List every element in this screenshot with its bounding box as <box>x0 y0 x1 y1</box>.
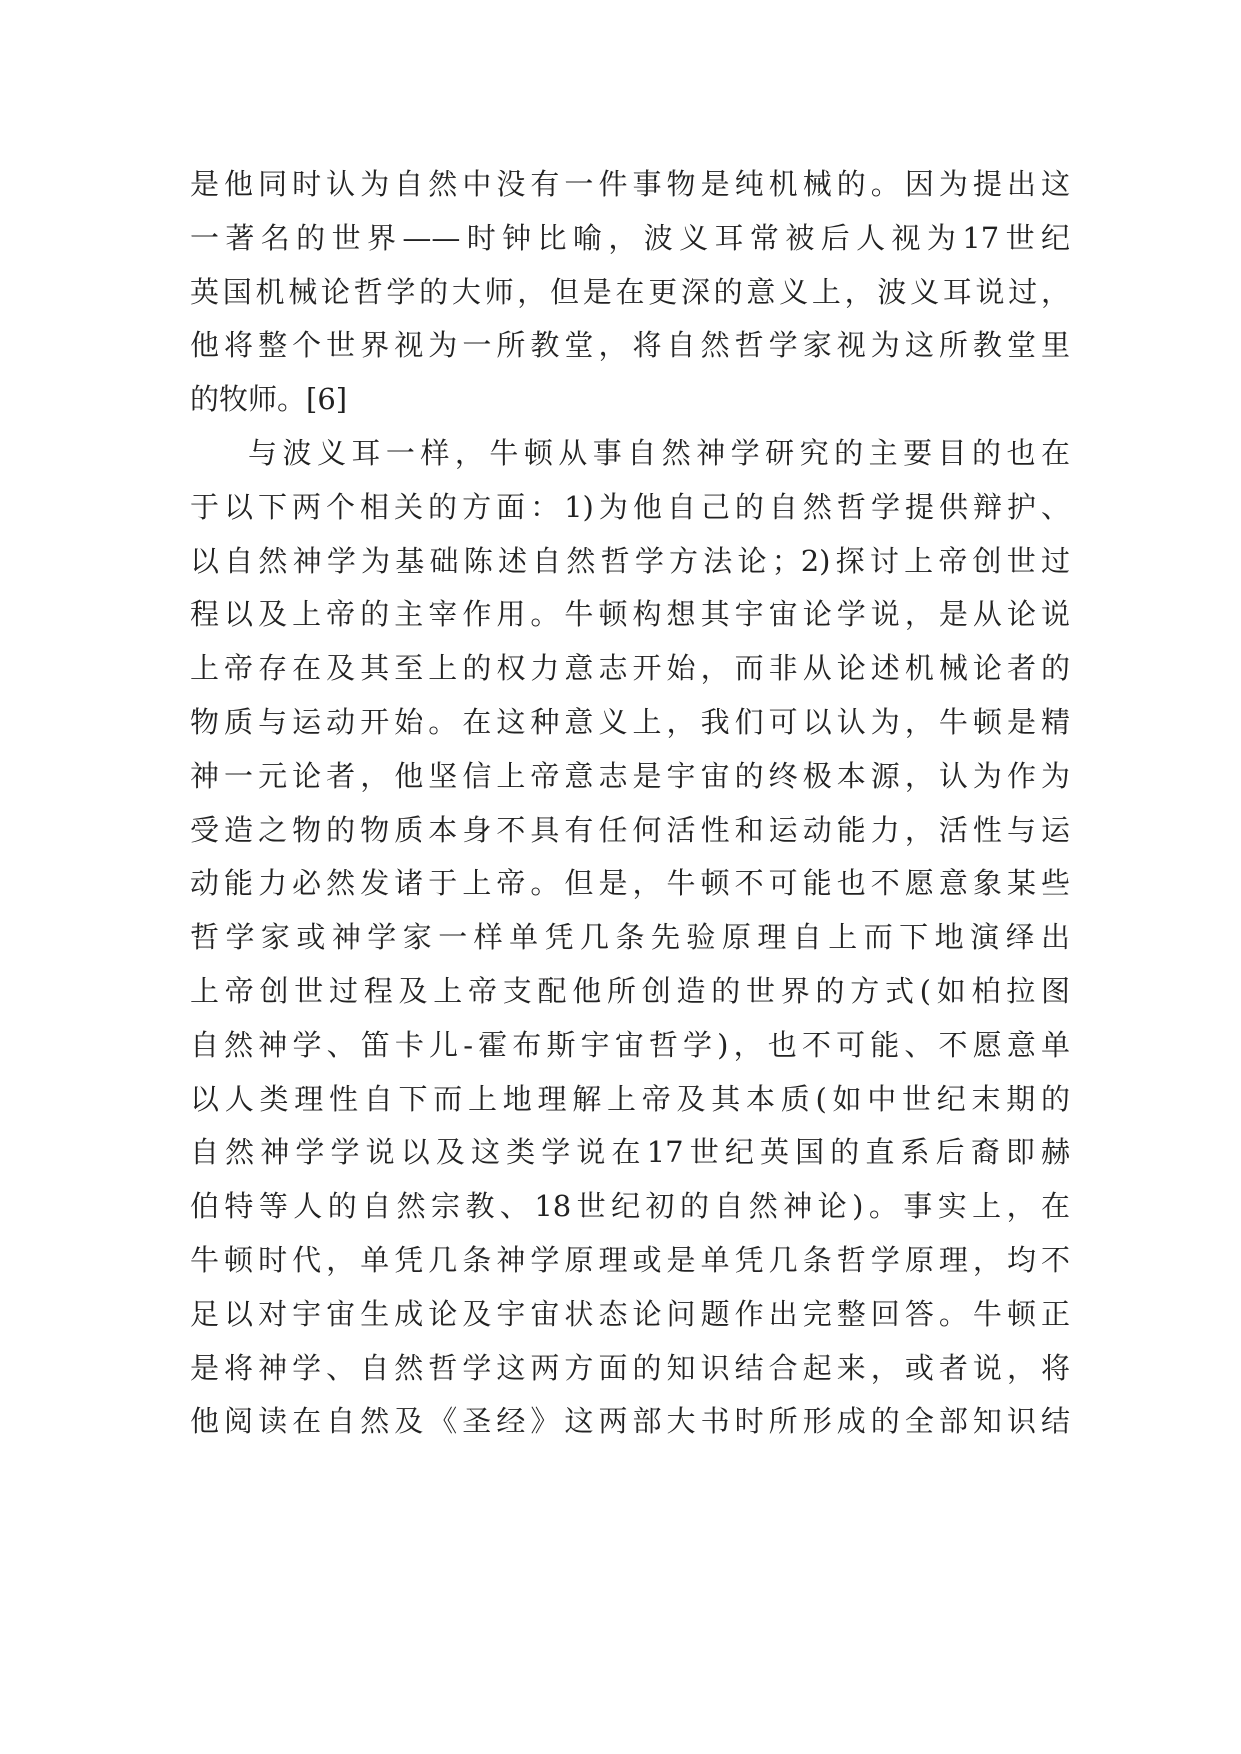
text-line: 于以下两个相关的方面：1)为他自己的自然哲学提供辩护、 <box>190 489 1070 524</box>
text-line: 上帝存在及其至上的权力意志开始，而非从论述机械论者的 <box>190 651 1070 686</box>
text-line: 足以对宇宙生成论及宇宙状态论问题作出完整回答。牛顿正 <box>190 1296 1070 1331</box>
text-line: 英国机械论哲学的大师，但是在更深的意义上，波义耳说过， <box>190 274 1070 309</box>
text-line: 一著名的世界——时钟比喻，波义耳常被后人视为17世纪 <box>190 220 1070 255</box>
text-line: 他阅读在自然及《圣经》这两部大书时所形成的全部知识结 <box>190 1404 1070 1439</box>
text-line: 以人类理性自下而上地理解上帝及其本质(如中世纪末期的 <box>190 1081 1070 1116</box>
text-line: 哲学家或神学家一样单凭几条先验原理自上而下地演绎出 <box>190 920 1070 955</box>
text-line: 自然神学学说以及这类学说在17世纪英国的直系后裔即赫 <box>190 1135 1070 1170</box>
text-line: 牛顿时代，单凭几条神学原理或是单凭几条哲学原理，均不 <box>190 1242 1070 1277</box>
text-line: 是将神学、自然哲学这两方面的知识结合起来，或者说，将 <box>190 1350 1070 1385</box>
text-line: 神一元论者，他坚信上帝意志是宇宙的终极本源，认为作为 <box>190 758 1070 793</box>
text-line: 程以及上帝的主宰作用。牛顿构想其宇宙论学说，是从论说 <box>190 597 1070 632</box>
text-line: 以自然神学为基础陈述自然哲学方法论；2)探讨上帝创世过 <box>190 543 1070 578</box>
text-line: 伯特等人的自然宗教、18世纪初的自然神论)。事实上，在 <box>190 1189 1070 1224</box>
text-line: 是他同时认为自然中没有一件事物是纯机械的。因为提出这 <box>190 167 1070 201</box>
text-line: 动能力必然发诸于上帝。但是，牛顿不可能也不愿意象某些 <box>190 866 1070 901</box>
body-text <box>190 158 1070 1449</box>
text-line: 的牧师。[6] <box>190 382 348 417</box>
paragraph-first-line: 与波义耳一样，牛顿从事自然神学研究的主要目的也在 <box>248 435 1070 470</box>
text-line: 自然神学、笛卡儿-霍布斯宇宙哲学)，也不可能、不愿意单 <box>190 1027 1070 1062</box>
text-line: 他将整个世界视为一所教堂，将自然哲学家视为这所教堂里 <box>190 328 1070 363</box>
text-line: 受造之物的物质本身不具有任何活性和运动能力，活性与运 <box>190 812 1070 847</box>
text-line: 物质与运动开始。在这种意义上，我们可以认为，牛顿是精 <box>190 704 1070 739</box>
text-line: 上帝创世过程及上帝支配他所创造的世界的方式(如柏拉图 <box>190 973 1070 1008</box>
